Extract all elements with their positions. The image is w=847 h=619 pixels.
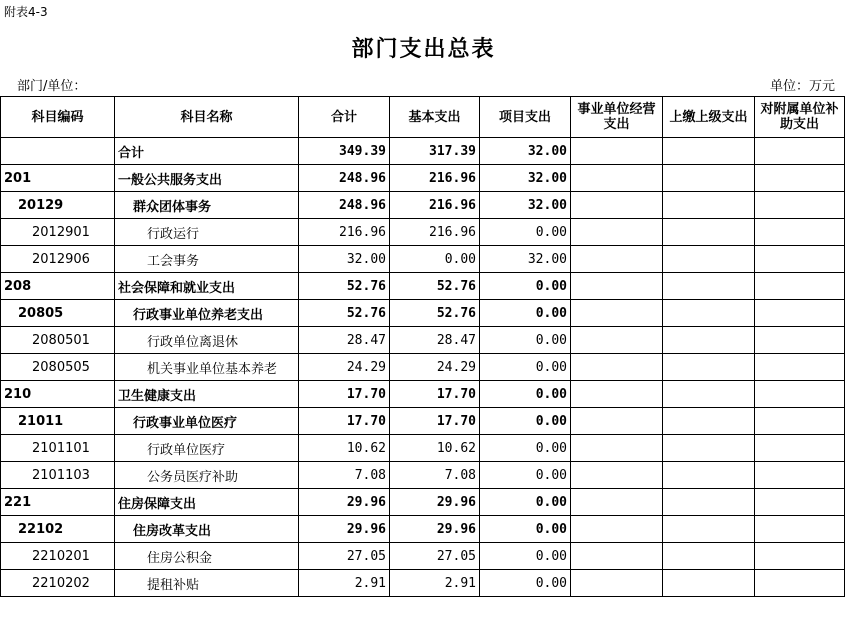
row-project: 0.00 bbox=[480, 543, 571, 570]
header-upper: 上缴上级支出 bbox=[663, 97, 755, 138]
row-project: 0.00 bbox=[480, 327, 571, 354]
header-business: 事业单位经营支出 bbox=[571, 97, 663, 138]
row-upper bbox=[663, 408, 755, 435]
row-basic: 17.70 bbox=[390, 408, 480, 435]
row-total: 216.96 bbox=[299, 219, 390, 246]
row-business bbox=[571, 408, 663, 435]
row-total: 24.29 bbox=[299, 354, 390, 381]
row-upper bbox=[663, 246, 755, 273]
row-project: 0.00 bbox=[480, 381, 571, 408]
row-subsidy bbox=[755, 165, 845, 192]
table-row bbox=[1, 543, 845, 570]
row-code: 201 bbox=[1, 165, 115, 192]
row-basic: 28.47 bbox=[390, 327, 480, 354]
row-name: 工会事务 bbox=[115, 246, 299, 273]
table-row bbox=[1, 192, 845, 219]
row-business bbox=[571, 516, 663, 543]
row-upper bbox=[663, 462, 755, 489]
row-project: 32.00 bbox=[480, 246, 571, 273]
table-row bbox=[1, 381, 845, 408]
row-basic: 52.76 bbox=[390, 300, 480, 327]
row-business bbox=[571, 381, 663, 408]
row-total: 248.96 bbox=[299, 165, 390, 192]
row-upper bbox=[663, 516, 755, 543]
row-project: 32.00 bbox=[480, 165, 571, 192]
unit-label: 单位：万元 bbox=[769, 79, 835, 94]
header-total: 合计 bbox=[299, 97, 390, 138]
row-basic: 216.96 bbox=[390, 192, 480, 219]
row-business bbox=[571, 435, 663, 462]
row-upper bbox=[663, 489, 755, 516]
row-project: 0.00 bbox=[480, 273, 571, 300]
row-code: 22102 bbox=[1, 516, 115, 543]
row-subsidy bbox=[755, 381, 845, 408]
table-row bbox=[1, 165, 845, 192]
row-business bbox=[571, 192, 663, 219]
row-name: 卫生健康支出 bbox=[115, 381, 299, 408]
row-business bbox=[571, 300, 663, 327]
row-project: 32.00 bbox=[480, 192, 571, 219]
row-code: 2210202 bbox=[1, 570, 115, 597]
row-total: 52.76 bbox=[299, 273, 390, 300]
header-subsidy: 对附属单位补助支出 bbox=[755, 97, 845, 138]
table-row bbox=[1, 300, 845, 327]
row-code bbox=[1, 138, 115, 165]
row-total: 7.08 bbox=[299, 462, 390, 489]
row-code: 2101103 bbox=[1, 462, 115, 489]
table-row bbox=[1, 273, 845, 300]
row-subsidy bbox=[755, 219, 845, 246]
row-upper bbox=[663, 192, 755, 219]
row-upper bbox=[663, 138, 755, 165]
row-subsidy bbox=[755, 246, 845, 273]
row-upper bbox=[663, 354, 755, 381]
row-subsidy bbox=[755, 516, 845, 543]
row-basic: 7.08 bbox=[390, 462, 480, 489]
row-code: 221 bbox=[1, 489, 115, 516]
table-row bbox=[1, 327, 845, 354]
row-name: 行政运行 bbox=[115, 219, 299, 246]
table-row bbox=[1, 570, 845, 597]
row-name: 行政单位离退休 bbox=[115, 327, 299, 354]
table-row bbox=[1, 408, 845, 435]
row-business bbox=[571, 543, 663, 570]
expenditure-table bbox=[0, 96, 845, 597]
row-business bbox=[571, 327, 663, 354]
page-title: 部门支出总表 bbox=[351, 37, 496, 62]
row-name: 社会保障和就业支出 bbox=[115, 273, 299, 300]
row-project: 0.00 bbox=[480, 408, 571, 435]
row-code: 21011 bbox=[1, 408, 115, 435]
row-total: 17.70 bbox=[299, 381, 390, 408]
row-code: 2012901 bbox=[1, 219, 115, 246]
row-name: 公务员医疗补助 bbox=[115, 462, 299, 489]
row-code: 2101101 bbox=[1, 435, 115, 462]
row-business bbox=[571, 354, 663, 381]
row-upper bbox=[663, 300, 755, 327]
row-project: 0.00 bbox=[480, 354, 571, 381]
row-basic: 2.91 bbox=[390, 570, 480, 597]
row-total: 29.96 bbox=[299, 516, 390, 543]
row-project: 0.00 bbox=[480, 300, 571, 327]
row-total: 27.05 bbox=[299, 543, 390, 570]
table-row bbox=[1, 354, 845, 381]
table-row bbox=[1, 435, 845, 462]
row-project: 0.00 bbox=[480, 435, 571, 462]
row-subsidy bbox=[755, 354, 845, 381]
row-upper bbox=[663, 435, 755, 462]
row-name: 行政事业单位医疗 bbox=[115, 408, 299, 435]
row-upper bbox=[663, 381, 755, 408]
header-code: 科目编码 bbox=[1, 97, 115, 138]
row-name: 住房改革支出 bbox=[115, 516, 299, 543]
row-upper bbox=[663, 219, 755, 246]
row-name: 机关事业单位基本养老 bbox=[115, 354, 299, 381]
row-business bbox=[571, 570, 663, 597]
row-subsidy bbox=[755, 543, 845, 570]
department-label: 部门/单位： bbox=[17, 79, 87, 94]
row-name: 合计 bbox=[115, 138, 299, 165]
row-code: 2080501 bbox=[1, 327, 115, 354]
row-project: 0.00 bbox=[480, 219, 571, 246]
table-row bbox=[1, 489, 845, 516]
row-upper bbox=[663, 165, 755, 192]
row-basic: 17.70 bbox=[390, 381, 480, 408]
row-business bbox=[571, 273, 663, 300]
row-basic: 216.96 bbox=[390, 165, 480, 192]
row-total: 32.00 bbox=[299, 246, 390, 273]
row-total: 52.76 bbox=[299, 300, 390, 327]
row-subsidy bbox=[755, 192, 845, 219]
row-subsidy bbox=[755, 462, 845, 489]
row-upper bbox=[663, 273, 755, 300]
row-business bbox=[571, 489, 663, 516]
table-row bbox=[1, 138, 845, 165]
row-subsidy bbox=[755, 408, 845, 435]
table-row bbox=[1, 219, 845, 246]
row-total: 248.96 bbox=[299, 192, 390, 219]
row-total: 349.39 bbox=[299, 138, 390, 165]
row-business bbox=[571, 138, 663, 165]
table-row bbox=[1, 462, 845, 489]
row-business bbox=[571, 246, 663, 273]
row-code: 2210201 bbox=[1, 543, 115, 570]
row-upper bbox=[663, 543, 755, 570]
row-business bbox=[571, 219, 663, 246]
header-name: 科目名称 bbox=[115, 97, 299, 138]
row-basic: 24.29 bbox=[390, 354, 480, 381]
row-name: 群众团体事务 bbox=[115, 192, 299, 219]
table-row bbox=[1, 246, 845, 273]
table-row bbox=[1, 516, 845, 543]
header-basic: 基本支出 bbox=[390, 97, 480, 138]
header-project: 项目支出 bbox=[480, 97, 571, 138]
row-basic: 216.96 bbox=[390, 219, 480, 246]
row-subsidy bbox=[755, 570, 845, 597]
row-project: 0.00 bbox=[480, 570, 571, 597]
row-name: 住房公积金 bbox=[115, 543, 299, 570]
row-project: 32.00 bbox=[480, 138, 571, 165]
row-subsidy bbox=[755, 273, 845, 300]
row-name: 行政单位医疗 bbox=[115, 435, 299, 462]
row-total: 10.62 bbox=[299, 435, 390, 462]
attachment-label: 附表4-3 bbox=[4, 5, 48, 19]
row-basic: 10.62 bbox=[390, 435, 480, 462]
row-code: 2080505 bbox=[1, 354, 115, 381]
row-subsidy bbox=[755, 435, 845, 462]
row-subsidy bbox=[755, 489, 845, 516]
row-name: 行政事业单位养老支出 bbox=[115, 300, 299, 327]
row-upper bbox=[663, 570, 755, 597]
row-total: 17.70 bbox=[299, 408, 390, 435]
row-subsidy bbox=[755, 138, 845, 165]
row-subsidy bbox=[755, 300, 845, 327]
row-basic: 29.96 bbox=[390, 516, 480, 543]
row-total: 2.91 bbox=[299, 570, 390, 597]
table-header-row bbox=[1, 97, 845, 138]
row-total: 28.47 bbox=[299, 327, 390, 354]
row-project: 0.00 bbox=[480, 462, 571, 489]
row-code: 20129 bbox=[1, 192, 115, 219]
row-code: 20805 bbox=[1, 300, 115, 327]
row-business bbox=[571, 462, 663, 489]
row-name: 一般公共服务支出 bbox=[115, 165, 299, 192]
row-basic: 0.00 bbox=[390, 246, 480, 273]
row-project: 0.00 bbox=[480, 489, 571, 516]
row-code: 210 bbox=[1, 381, 115, 408]
row-basic: 317.39 bbox=[390, 138, 480, 165]
row-basic: 27.05 bbox=[390, 543, 480, 570]
row-basic: 52.76 bbox=[390, 273, 480, 300]
row-upper bbox=[663, 327, 755, 354]
row-name: 住房保障支出 bbox=[115, 489, 299, 516]
row-business bbox=[571, 165, 663, 192]
row-code: 2012906 bbox=[1, 246, 115, 273]
row-basic: 29.96 bbox=[390, 489, 480, 516]
row-total: 29.96 bbox=[299, 489, 390, 516]
row-name: 提租补贴 bbox=[115, 570, 299, 597]
row-code: 208 bbox=[1, 273, 115, 300]
row-project: 0.00 bbox=[480, 516, 571, 543]
row-subsidy bbox=[755, 327, 845, 354]
